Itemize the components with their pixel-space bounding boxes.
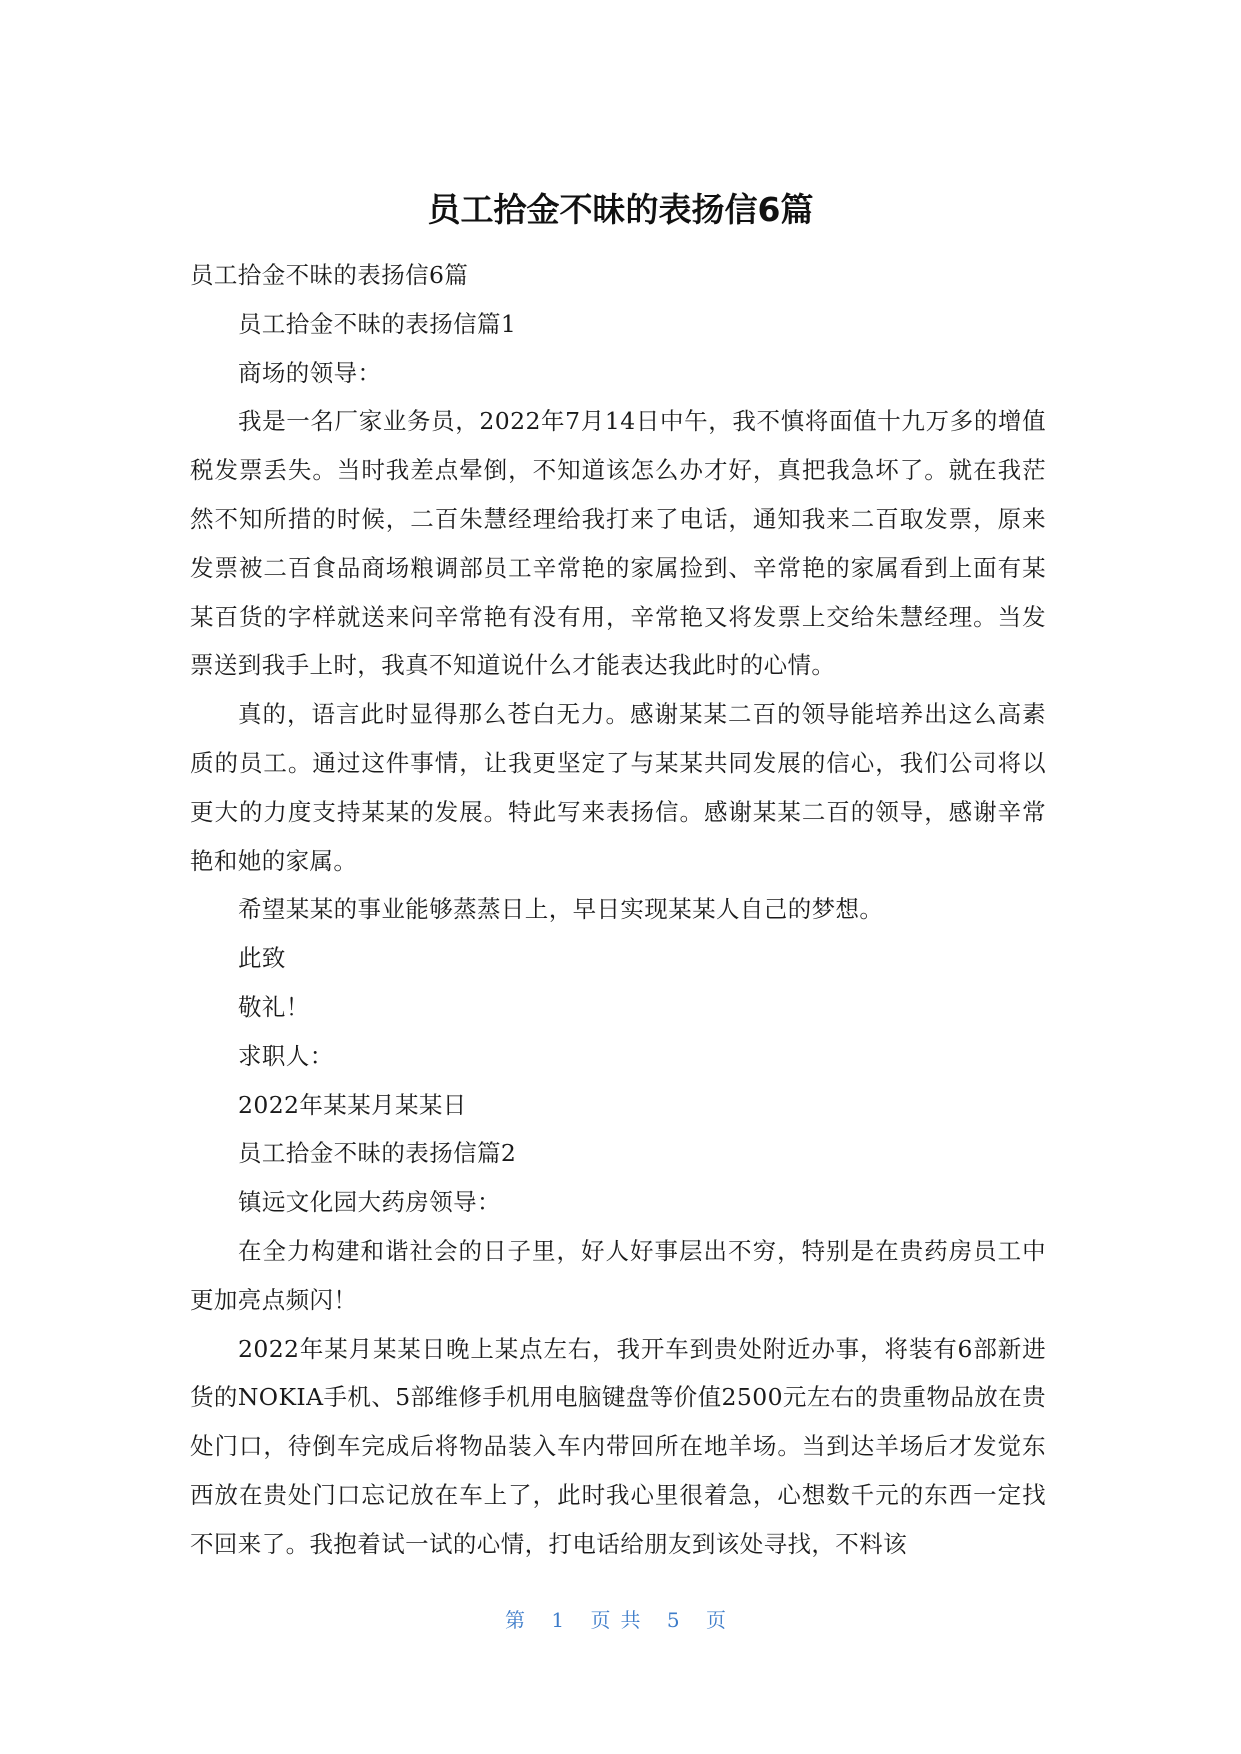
section-heading-2: 员工拾金不昧的表扬信篇2: [238, 1139, 517, 1168]
salutation-1: 商场的领导：: [238, 358, 382, 387]
page-label-prefix: 第: [505, 1608, 536, 1632]
body-paragraph: 在全力构建和谐社会的日子里，好人好事层出不穷，特别是在贵药房员工中更加亮点频闪！: [190, 1236, 1046, 1314]
page-label-suffix: 页: [705, 1608, 736, 1632]
page-label-mid: 页共: [590, 1608, 651, 1632]
date-line: 2022年某某月某某日: [238, 1090, 467, 1119]
body-paragraph: 2022年某月某某日晚上某点左右，我开车到贵处附近办事，将装有6部新进货的NOKIA手机、5部维修手机用电脑键盘等价值2500元左右的贵重物品放在贵处门口，待倒车完成后将物品装入车内带回所在地羊场。当到达羊场后才发觉东西放在贵处门口忘记放在车上了，此时我心里很着急，心想数千元的东西一定找不回来了。我抱着试一试的心情，打电话给朋友到该处寻找，不料该: [190, 1334, 1046, 1558]
document-title: 员工拾金不昧的表扬信6篇: [427, 190, 814, 229]
section-heading-1: 员工拾金不昧的表扬信篇1: [238, 309, 517, 338]
subtitle-line: 员工拾金不昧的表扬信6篇: [190, 261, 469, 289]
body-paragraph: 真的，语言此时显得那么苍白无力。感谢某某二百的领导能培养出这么高素质的员工。通过这件事情，让我更坚定了与某某共同发展的信心，我们公司将以更大的力度支持某某的发展。特此写来表扬信。感谢某某二百的领导，感谢辛常艳和她的家属。: [190, 700, 1046, 875]
current-page-number: 1: [551, 1608, 575, 1632]
total-pages-number: 5: [666, 1608, 690, 1632]
body-paragraph: 希望某某的事业能够蒸蒸日上，早日实现某某人自己的梦想。: [238, 895, 884, 924]
signature-line: 求职人：: [238, 1041, 334, 1070]
closing-line: 此致: [238, 944, 286, 973]
closing-line: 敬礼！: [238, 992, 310, 1021]
salutation-2: 镇远文化园大药房领导：: [238, 1188, 501, 1217]
body-paragraph: 我是一名厂家业务员，2022年7月14日中午，我不慎将面值十九万多的增值税发票丢失。当时我差点晕倒，不知道该怎么办才好，真把我急坏了。就在我茫然不知所措的时候，二百朱慧经理给我打来了电话，通知我来二百取发票，原来发票被二百食品商场粮调部员工辛常艳的家属捡到、辛常艳的家属看到上面有某某百货的字样就送来问辛常艳有没有用，辛常艳又将发票上交给朱慧经理。当发票送到我手上时，我真不知道说什么才能表达我此时的心情。: [190, 407, 1046, 680]
document-body: [190, 251, 1046, 1569]
page-footer: [0, 1605, 1241, 1635]
